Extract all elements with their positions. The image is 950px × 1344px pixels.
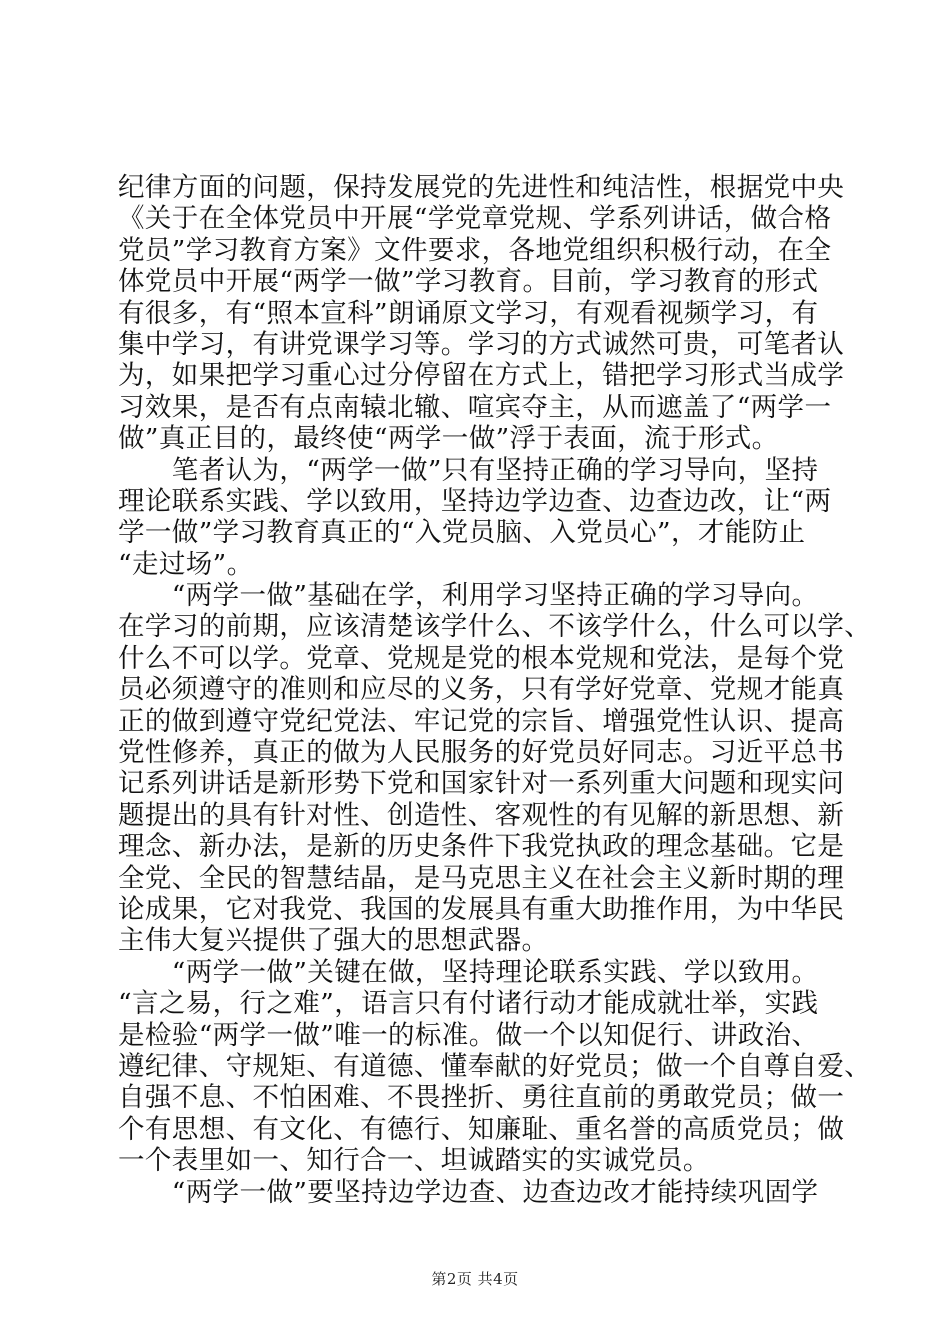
text-line: 集中学习，有讲党课学习等。学习的方式诚然可贵，可笔者认 — [118, 328, 845, 360]
text-line: 个有思想、有文化、有德行、知廉耻、重名誉的高质党员；做 — [118, 1113, 845, 1145]
text-line: “走过场”。 — [118, 548, 254, 580]
text-line: 为，如果把学习重心过分停留在方式上，错把学习形式当成学 — [118, 360, 845, 392]
text-line: 学一做”学习教育真正的“入党员脑、入党员心”，才能防止 — [118, 517, 806, 549]
text-line: 《关于在全体党员中开展“学党章党规、学系列讲话，做合格 — [118, 203, 832, 235]
text-line: 理念、新办法，是新的历史条件下我党执政的理念基础。它是 — [118, 831, 845, 863]
text-line: 纪律方面的问题，保持发展党的先进性和纯洁性，根据党中央 — [118, 172, 845, 203]
text-line: 遵纪律、守规矩、有道德、懂奉献的好党员；做一个自尊自爱、 — [118, 1050, 872, 1082]
text-line: 什么不可以学。党章、党规是党的根本党规和党法，是每个党 — [118, 642, 845, 674]
text-line: 体党员中开展“两学一做”学习教育。目前，学习教育的形式 — [118, 266, 819, 298]
text-line: 理论联系实践、学以致用，坚持边学边查、边查边改，让“两 — [118, 485, 832, 517]
text-line: 自强不息、不怕困难、不畏挫折、勇往直前的勇敢党员；做一 — [118, 1082, 845, 1114]
text-line: “两学一做”基础在学，利用学习坚持正确的学习导向。 — [118, 580, 819, 612]
text-line: 正的做到遵守党纪党法、牢记党的宗旨、增强党性认识、提高 — [118, 705, 845, 737]
document-body — [118, 172, 872, 1208]
text-line: “两学一做”要坚持边学边查、边查边改才能持续巩固学 — [118, 1176, 819, 1208]
text-line: 一个表里如一、知行合一、坦诚踏实的实诚党员。 — [118, 1145, 710, 1177]
text-line: 笔者认为，“两学一做”只有坚持正确的学习导向，坚持 — [118, 454, 819, 486]
text-line: 在学习的前期，应该清楚该学什么、不该学什么，什么可以学、 — [118, 611, 872, 643]
page-footer: 第2页 共4页 — [431, 1270, 519, 1288]
text-line: 习效果，是否有点南辕北辙、喧宾夺主，从而遮盖了“两学一 — [118, 391, 832, 423]
text-line: 记系列讲话是新形势下党和国家针对一系列重大问题和现实问 — [118, 768, 845, 800]
text-line: 党员”学习教育方案》文件要求，各地党组织积极行动，在全 — [118, 234, 832, 266]
text-line: 员必须遵守的准则和应尽的义务，只有学好党章、党规才能真 — [118, 674, 845, 706]
text-line: “两学一做”关键在做，坚持理论联系实践、学以致用。 — [118, 956, 819, 988]
text-line: 题提出的具有针对性、创造性、客观性的有见解的新思想、新 — [118, 799, 845, 831]
text-line: 论成果，它对我党、我国的发展具有重大助推作用，为中华民 — [118, 893, 845, 925]
text-line: “言之易，行之难”，语言只有付诸行动才能成就壮举，实践 — [118, 988, 819, 1020]
text-line: 有很多，有“照本宣科”朗诵原文学习，有观看视频学习，有 — [118, 297, 819, 329]
text-line: 主伟大复兴提供了强大的思想武器。 — [118, 925, 549, 957]
text-line: 党性修养，真正的做为人民服务的好党员好同志。习近平总书 — [118, 737, 845, 769]
text-line: 做”真正目的，最终使“两学一做”浮于表面，流于形式。 — [118, 423, 779, 455]
text-line: 是检验“两学一做”唯一的标准。做一个以知促行、讲政治、 — [118, 1019, 819, 1051]
text-line: 全党、全民的智慧结晶，是马克思主义在社会主义新时期的理 — [118, 862, 845, 894]
